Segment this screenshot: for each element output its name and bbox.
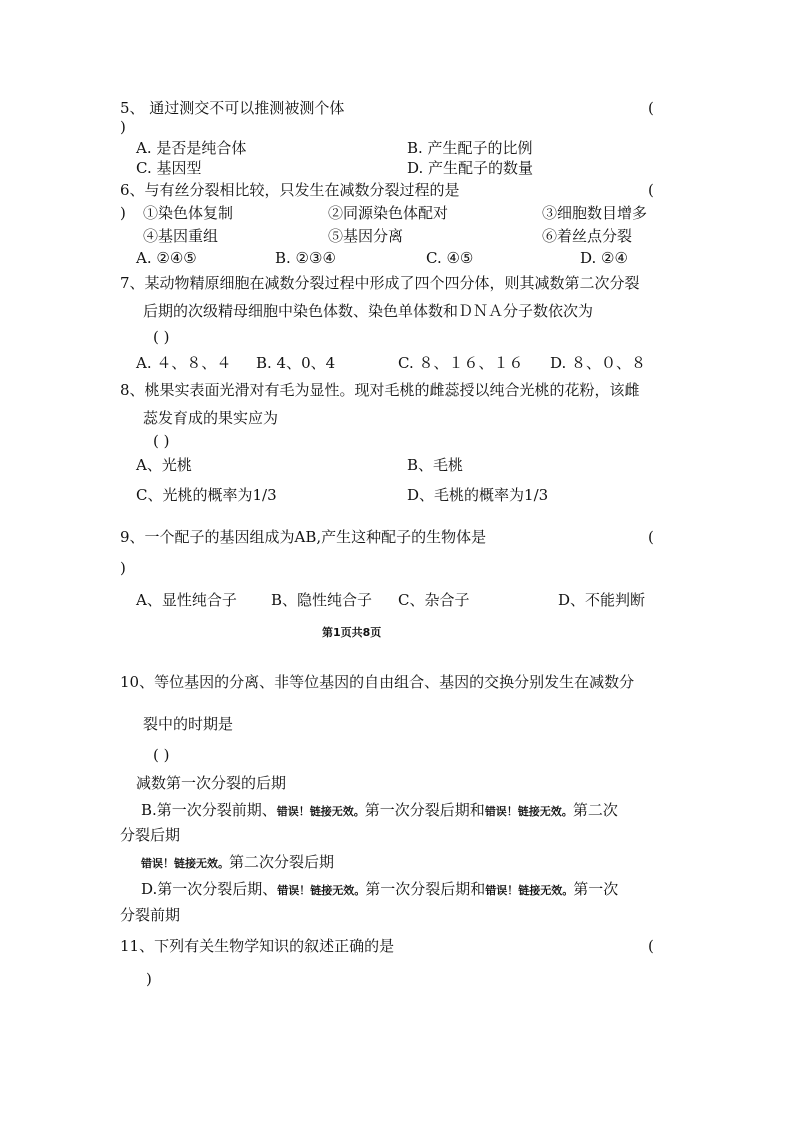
q8-option-b: B、毛桃 (407, 456, 464, 474)
q6-option-a: A. ②④⑤ (136, 249, 197, 267)
q6-item-5: ⑤基因分离 (328, 227, 404, 245)
q5-paren-close: ) (120, 118, 126, 136)
q6-option-b: B. ②③④ (275, 249, 336, 267)
link-error-text: 错误！链接无效。 (485, 884, 574, 897)
q11-stem: 11、下列有关生物学知识的叙述正确的是 (120, 937, 395, 955)
q5-option-d: D. 产生配子的数量 (407, 159, 534, 177)
q10-option-d-continued: 分裂前期 (120, 906, 181, 924)
link-error-text: 错误！链接无效。 (276, 805, 365, 818)
q8-paren: ( ) (153, 432, 170, 450)
q6-item-1: ①染色体复制 (143, 204, 234, 222)
q10-line-2: 裂中的时期是 (143, 715, 234, 733)
q7-option-a: A. ４、８、４ (136, 354, 232, 372)
q9-option-b: B、隐性纯合子 (271, 591, 373, 609)
q6-option-c: C. ④⑤ (426, 249, 474, 267)
q11-paren-open: ( (648, 937, 654, 955)
q9-option-c: C、杂合子 (398, 591, 470, 609)
q10-option-c (141, 852, 334, 874)
q6-item-3: ③细胞数目增多 (542, 204, 648, 222)
q9-stem: 9、一个配子的基因组成为AB,产生这种配子的生物体是 (120, 528, 487, 546)
q9-paren-open: ( (648, 528, 654, 546)
q6-option-d: D. ②④ (580, 249, 628, 267)
q10-option-b-part-2: 第一次分裂后期和 (364, 801, 485, 819)
q5-option-a: A. 是否是纯合体 (136, 139, 247, 157)
q6-item-6: ⑥着丝点分裂 (542, 227, 633, 245)
q8-line-1: 8、桃果实表面光滑对有毛为显性。现对毛桃的雌蕊授以纯合光桃的花粉，该雌 (120, 381, 640, 399)
q7-option-b: B. 4、0、4 (256, 354, 336, 372)
page-footer: 第1页共8页 (322, 626, 382, 639)
q7-line-2: 后期的次级精母细胞中染色体数、染色单体数和ＤＮＡ分子数依次为 (143, 302, 594, 320)
q10-option-d-part-3: 第一次 (573, 880, 619, 898)
q8-option-d: D、毛桃的概率为1/3 (407, 486, 549, 504)
q5-option-b: B. 产生配子的比例 (407, 139, 533, 157)
q10-option-b-continued: 分裂后期 (120, 826, 181, 844)
q10-option-b-part-3: 第二次 (572, 801, 618, 819)
q10-paren: ( ) (153, 746, 170, 764)
q10-option-b (141, 800, 618, 822)
q5-option-c: C. 基因型 (136, 159, 202, 177)
q8-option-a: A、光桃 (136, 456, 192, 474)
q9-option-a: A、显性纯合子 (136, 591, 237, 609)
link-error-text: 错误！链接无效。 (484, 805, 573, 818)
q8-option-c: C、光桃的概率为1/3 (136, 486, 277, 504)
q7-option-d: D. ８、０、８ (550, 354, 647, 372)
q8-line-2: 蕊发育成的果实应为 (143, 409, 279, 427)
q6-paren-close: ) (120, 204, 126, 222)
q9-paren-close: ) (120, 559, 126, 577)
link-error-text: 错误！链接无效。 (141, 857, 229, 870)
q10-line-1: 10、等位基因的分离、非等位基因的自由组合、基因的交换分别发生在减数分 (120, 673, 635, 691)
q10-option-b-part-1: B.第一次分裂前期、 (141, 801, 277, 819)
q6-item-2: ②同源染色体配对 (328, 204, 449, 222)
link-error-text: 错误！链接无效。 (277, 884, 366, 897)
q7-paren: ( ) (153, 328, 170, 346)
q6-item-4: ④基因重组 (143, 227, 219, 245)
q10-option-a: 减数第一次分裂的后期 (136, 774, 287, 792)
q9-option-d: D、不能判断 (558, 591, 646, 609)
q10-option-d (141, 879, 618, 901)
q10-option-d-part-2: 第一次分裂后期和 (365, 880, 486, 898)
q6-paren-open: ( (648, 181, 654, 199)
q7-line-1: 7、某动物精原细胞在减数分裂过程中形成了四个四分体，则其减数第二次分裂 (120, 274, 640, 292)
q7-option-c: C. ８、１６、１６ (398, 354, 524, 372)
q5-stem: 5、 通过测交不可以推测被测个体 (120, 99, 345, 117)
q11-paren-close: ) (146, 970, 152, 988)
q10-option-d-part-1: D.第一次分裂后期、 (141, 880, 278, 898)
q10-option-c-part-1: 第二次分裂后期 (229, 853, 335, 871)
q5-paren-open: ( (648, 99, 654, 117)
q6-stem: 6、与有丝分裂相比较，只发生在减数分裂过程的是 (120, 181, 460, 199)
